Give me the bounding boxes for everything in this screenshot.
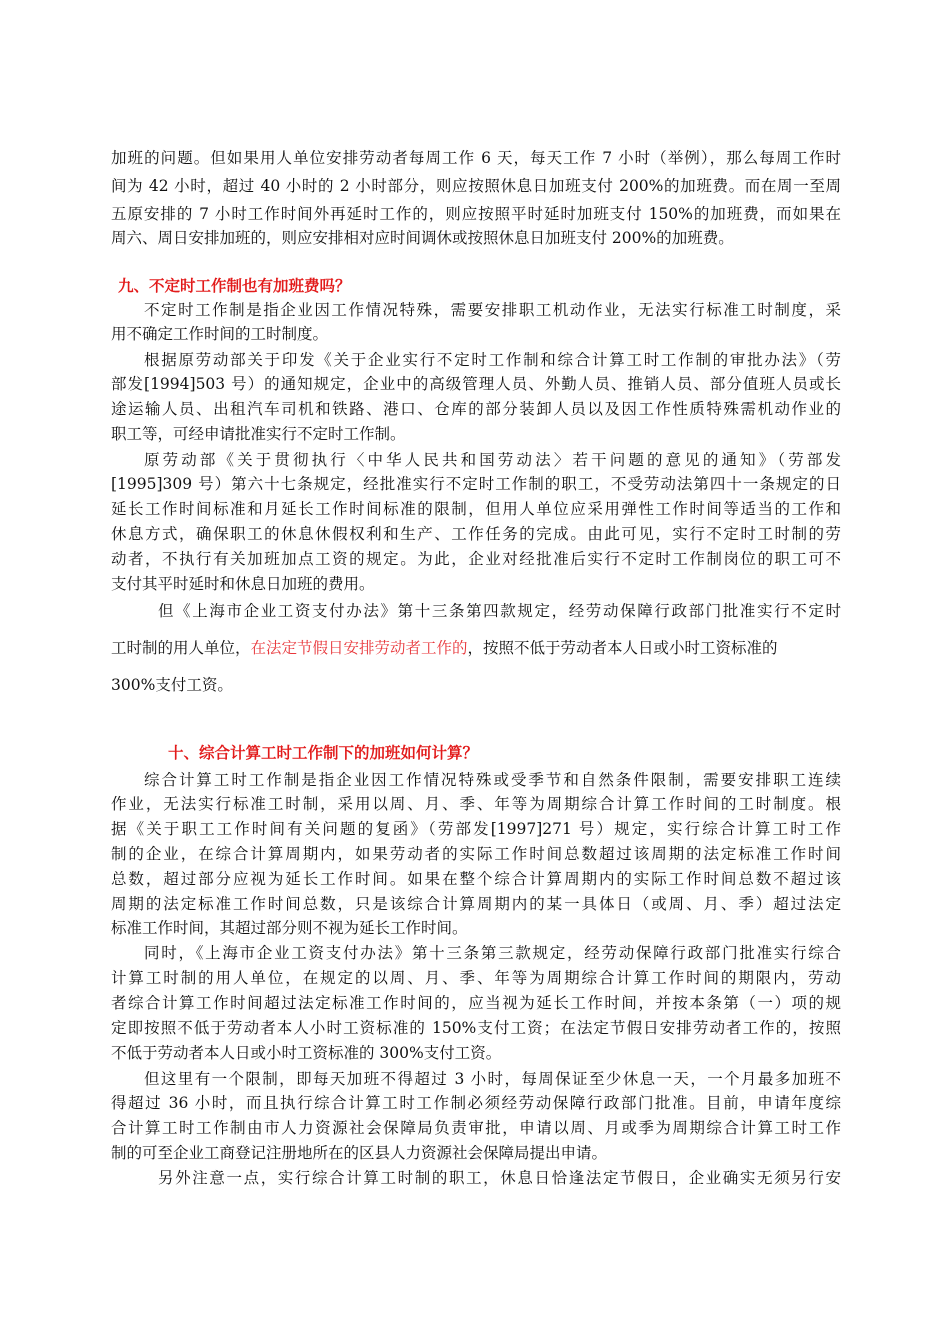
text-line: 用不确定工作时间的工时制度。: [111, 325, 329, 343]
text-line: 加班的问题。但如果用人单位安排劳动者每周工作 6 天，每天工作 7 小时（举例），那么每周工作时: [111, 149, 841, 167]
section-heading-10: 十、综合计算工时工作制下的加班如何计算？: [168, 743, 479, 762]
text-line: 五原安排的 7 小时工作时间外再延时工作的，则应按照平时延时加班支付 150%的加班费，而如果在: [111, 205, 841, 223]
text-segment: 工时制的用人单位，: [111, 639, 251, 657]
text-line: 原劳动部《关于贯彻执行〈中华人民共和国劳动法〉若干问题的意见的通知》（劳部发: [144, 451, 841, 469]
text-line: 计算工时制的用人单位，在规定的以周、月、季、年等为周期综合计算工作时间的期限内，劳动: [111, 969, 841, 987]
text-line: 周期的法定标准工作时间总数，只是该综合计算周期内的某一具体日（或周、月、季）超过法定: [111, 895, 841, 913]
text-line: 得超过 36 小时，而且执行综合计算工时工作制必须经劳动保障行政部门批准。目前，申请年度综: [111, 1094, 841, 1112]
text-line: 另外注意一点，实行综合计算工时制的职工，休息日恰逢法定节假日，企业确实无须另行安: [158, 1169, 841, 1187]
section-heading-9: 九、不定时工作制也有加班费吗？: [118, 276, 351, 295]
text-line: 休息方式，确保职工的休息休假权利和生产、工作任务的完成。由此可见，实行不定时工时制的劳: [111, 525, 841, 543]
text-line: 定即按照不低于劳动者本人小时工资标准的 150%支付工资；在法定节假日安排劳动者工作的，按照: [111, 1019, 841, 1037]
highlighted-text: 在法定节假日安排劳动者工作的: [250, 639, 468, 657]
text-line: 但《上海市企业工资支付办法》第十三条第四款规定，经劳动保障行政部门批准实行不定时: [158, 602, 841, 620]
text-line: 标准工作时间，其超过部分则不视为延长工作时间。: [111, 919, 468, 937]
text-line: 但这里有一个限制，即每天加班不得超过 3 小时，每周保证至少休息一天，一个月最多加班不: [144, 1070, 841, 1088]
text-line: 途运输人员、出租汽车司机和铁路、港口、仓库的部分装卸人员以及因工作性质特殊需机动作业的: [111, 400, 841, 418]
text-line: 300%支付工资。: [111, 676, 233, 694]
text-line: 总数，超过部分应视为延长工作时间。如果在整个综合计算周期内的实际工作时间总数不超过该: [111, 870, 841, 888]
text-line: 支付其平时延时和休息日加班的费用。: [111, 575, 375, 593]
text-line: 部发[1994]503 号）的通知规定，企业中的高级管理人员、外勤人员、推销人员、部分值班人员或长: [111, 375, 841, 393]
text-line: 综合计算工时工作制是指企业因工作情况特殊或受季节和自然条件限制，需要安排职工连续: [144, 771, 841, 789]
text-line: 周六、周日安排加班的，则应安排相对应时间调休或按照休息日加班支付 200%的加班费。: [111, 229, 734, 247]
text-line: 作业，无法实行标准工时制，采用以周、月、季、年等为周期综合计算工作时间的工时制度。根: [111, 795, 841, 813]
text-line: 合计算工时工作制由市人力资源社会保障局负责审批，申请以周、月或季为周期综合计算工时工作: [111, 1119, 841, 1137]
text-line: 间为 42 小时，超过 40 小时的 2 小时部分，则应按照休息日加班支付 200%的加班费。而在周一至周: [111, 177, 841, 195]
text-line: 制的可至企业工商登记注册地所在的区县人力资源社会保障局提出申请。: [111, 1144, 608, 1162]
text-line: 不定时工作制是指企业因工作情况特殊，需要安排职工机动作业，无法实行标准工时制度，采: [144, 301, 841, 319]
text-line: [111, 638, 841, 658]
text-line: 不低于劳动者本人日或小时工资标准的 300%支付工资。: [111, 1044, 502, 1062]
text-line: 动者，不执行有关加班加点工资的规定。为此，企业对经批准后实行不定时工作制岗位的职工可不: [111, 550, 841, 568]
text-line: 制的企业，在综合计算周期内，如果劳动者的实际工作时间总数超过该周期的法定标准工作时间: [111, 845, 841, 863]
text-line: 根据原劳动部关于印发《关于企业实行不定时工作制和综合计算工时工作制的审批办法》（劳: [144, 351, 841, 369]
text-line: 延长工作时间标准和月延长工作时间标准的限制，但用人单位应采用弹性工作时间等适当的工作和: [111, 500, 841, 518]
text-line: 据《关于职工工作时间有关问题的复函》（劳部发[1997]271 号）规定，实行综合计算工时工作: [111, 820, 841, 838]
text-line: 职工等，可经申请批准实行不定时工作制。: [111, 425, 406, 443]
text-line: [1995]309 号）第六十七条规定，经批准实行不定时工作制的职工，不受劳动法第四十一条规定的日: [111, 475, 841, 493]
text-line: 者综合计算工作时间超过法定标准工作时间的，应当视为延长工作时间，并按本条第（一）项的规: [111, 994, 841, 1012]
text-line: 同时，《上海市企业工资支付办法》第十三条第三款规定，经劳动保障行政部门批准实行综合: [144, 944, 841, 962]
text-segment: ，按照不低于劳动者本人日或小时工资标准的: [467, 639, 778, 657]
